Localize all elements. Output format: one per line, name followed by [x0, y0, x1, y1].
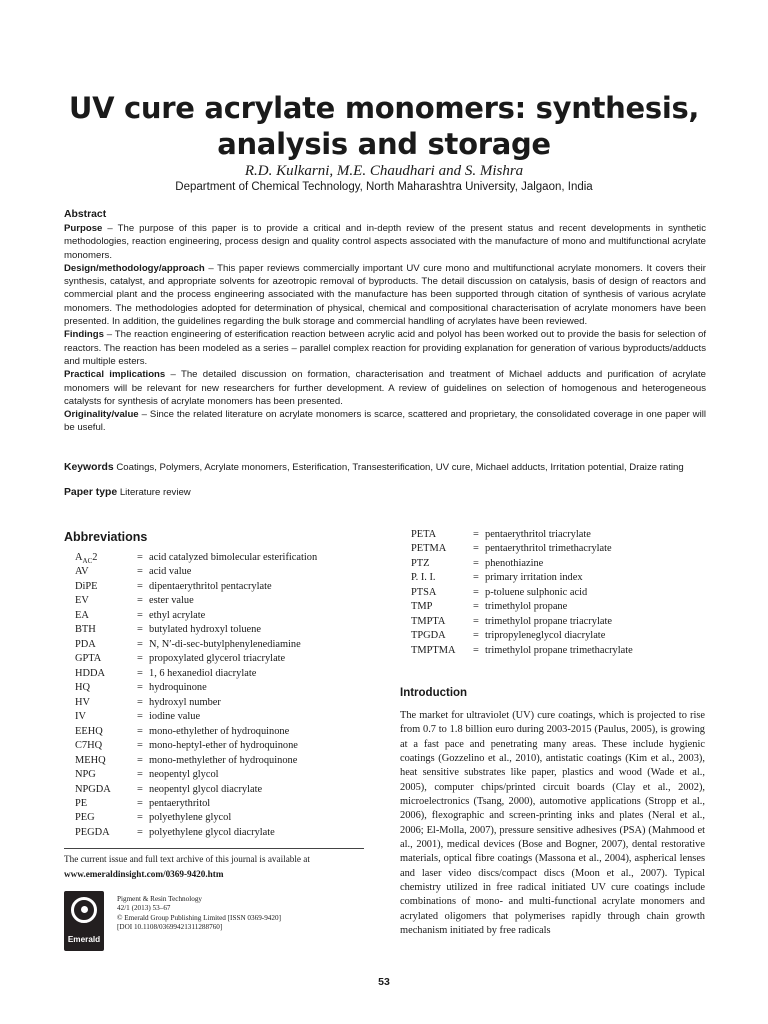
equals-sign: = — [137, 595, 143, 607]
abbreviation-definition: primary irritation index — [485, 572, 583, 584]
publication-info-line: 42/1 (2013) 53–67 — [117, 904, 171, 913]
abbreviation-row — [411, 629, 731, 643]
abstract-findings — [64, 328, 706, 368]
abbreviation-term: PEGDA — [75, 826, 110, 838]
abbreviation-term: HV — [75, 696, 91, 708]
abbreviation-term: DiPE — [75, 580, 98, 592]
publication-info-line: © Emerald Group Publishing Limited [ISSN 0369-9420] — [117, 913, 281, 922]
equals-sign: = — [137, 580, 143, 592]
findings-label: Findings — [64, 329, 104, 341]
abbreviation-definition: hydroquinone — [149, 682, 207, 694]
abstract-heading: Abstract — [64, 209, 107, 220]
abbreviation-row — [411, 615, 731, 629]
abbreviation-row — [75, 565, 375, 579]
abbreviation-definition: ester value — [149, 595, 194, 607]
originality-text: – Since the related literature on acrylate monomers is scarce, scattered and proprietary, the consolidated coverage in one paper will be useful. — [64, 409, 706, 434]
emerald-logo — [64, 891, 104, 951]
abbreviation-definition: phenothiazine — [485, 557, 544, 569]
abbreviation-term: PETA — [411, 529, 437, 540]
introduction-text: The market for ultraviolet (UV) cure coatings, which is projected to rise from 0.7 to 1.8 billion euro during 2003-2015 (Paulus, 2005), is growing at a fast pace and penetrating many areas. These include hygienic coatings (Gozzelino et al., 2010), antistatic coatings (Kim et al., 2003), heat sensitive substrates like paper, plastics and wood (Wade et al., 2005), computer chips/printed circuit boards (Clay et al., 2002), microelectronics (Tsang, 2000), automotive applications (Stropp et al., 2006), flexographic and screen-printing inks and plates (Neral et al., 2006; El-Molla, 2007), pressure sensitive adhesives (PSA) (Mahmood et al., 2001), medical devices (Bose and Bogner, 2007), dental restorative materials, optical fibre coatings (Massona et al., 2004), aspherical lenses and laser video discs/compact discs (Moon et al., 2007). Typical chemistry utilized in free radical initiated UV cure coatings include combinations of mono- and multi-functional acrylate monomers and acrylated oligomers that polymerises rapidly through chain growth mechanism initiated by free radicals — [400, 710, 705, 937]
abbreviation-row — [75, 754, 375, 768]
abbreviation-row — [75, 638, 375, 652]
abbreviation-term: TPGDA — [411, 630, 446, 642]
abbreviation-term: PEG — [75, 812, 95, 824]
publication-info-line: Pigment & Resin Technology — [117, 895, 203, 903]
equals-sign: = — [473, 529, 479, 540]
abbreviation-row — [411, 542, 731, 556]
abbreviation-row — [75, 594, 375, 608]
abbreviation-definition: pentaerythritol trimethacrylate — [485, 543, 612, 555]
abbreviation-term: PTSA — [411, 586, 437, 598]
abbreviation-definition: trimethylol propane — [485, 601, 568, 613]
equals-sign: = — [137, 566, 143, 578]
purpose-label: Purpose — [64, 223, 103, 234]
keywords-text: Coatings, Polymers, Acrylate monomers, Esterification, Transesterification, UV cure, Michael adducts, Irritation potential, Draize rating — [116, 462, 684, 473]
equals-sign: = — [137, 667, 143, 679]
equals-sign: = — [137, 812, 143, 824]
abbreviation-row — [75, 609, 375, 623]
abbreviations-list-right — [411, 528, 731, 658]
abbreviation-row — [75, 739, 375, 753]
abbreviation-term: AV — [75, 566, 89, 578]
publication-info — [117, 895, 357, 933]
abbreviation-row — [75, 551, 375, 565]
abbreviation-row — [411, 528, 731, 542]
equals-sign: = — [137, 797, 143, 809]
practical-text: – The detailed discussion on formation, characterisation and treatment of Michael adducts and purification of acrylate monomers will be relevant for new researchers for further development. A review of guidelines on selection of homogenous and heterogeneous catalysts for synthesis of acrylate monomers has been presented. — [64, 369, 707, 407]
abbreviation-term: TMPTMA — [411, 644, 456, 656]
abbreviation-row — [411, 557, 731, 571]
abbreviation-term: C7HQ — [75, 740, 103, 752]
abbreviation-definition: acid value — [149, 566, 192, 578]
abbreviation-row — [75, 783, 375, 797]
equals-sign: = — [137, 769, 143, 781]
page-number: 53 — [378, 976, 390, 988]
abbreviation-term: PETMA — [411, 543, 447, 555]
equals-sign: = — [137, 638, 143, 650]
abbreviation-row — [75, 797, 375, 811]
abbreviation-definition: hydroxyl number — [149, 696, 221, 708]
equals-sign: = — [137, 552, 143, 563]
equals-sign: = — [473, 586, 479, 598]
abbreviation-term: P. I. I. — [411, 572, 436, 584]
abbreviation-definition: mono-methylether of hydroquinone — [149, 754, 298, 766]
equals-sign: = — [137, 725, 143, 737]
design-text: – This paper reviews commercially important UV cure mono and multifunctional acrylate monomers. It covers their synthesis, catalyst, and appropriate solvents for azeotropic removal of byproducts. The detail discussion on catalysis, basis of design of reactors and commercial plant and the process engineering associated with the manufacture has been supported through citation of synthesis of various acrylate monomers. The methodologies adopted for determination of physical, chemical and compositional characterisation of acrylate monomers have been presented. In addition, the guidelines regarding the bulk storage and commercial handling of acrylates have been reviewed. — [64, 262, 706, 328]
abbreviations-list-left — [75, 551, 375, 840]
abbreviation-definition: polyethylene glycol — [149, 812, 232, 824]
equals-sign: = — [473, 557, 479, 569]
affiliation: Department of Chemical Technology, North Maharashtra University, Jalgaon, India — [175, 181, 593, 193]
abbreviation-term: MEHQ — [75, 754, 106, 766]
abbreviation-term: EEHQ — [75, 725, 103, 737]
abbreviation-row — [75, 580, 375, 594]
abbreviation-definition: tripropyleneglycol diacrylate — [485, 630, 606, 642]
equals-sign: = — [473, 572, 479, 584]
abbreviation-definition: acid catalyzed bimolecular esterification — [149, 552, 318, 563]
abbreviation-definition: mono-heptyl-ether of hydroquinone — [149, 740, 298, 752]
abbreviation-term: PDA — [75, 638, 96, 650]
abbreviation-term: HDDA — [75, 667, 106, 679]
abbreviation-row — [411, 571, 731, 585]
abbreviation-definition: p-toluene sulphonic acid — [485, 586, 588, 598]
authors: R.D. Kulkarni, M.E. Chaudhari and S. Mishra — [244, 163, 524, 179]
abbreviation-definition: pentaerythritol — [149, 797, 211, 809]
abbreviation-term: PE — [75, 797, 88, 809]
abstract — [64, 208, 706, 435]
journal-url-link[interactable]: www.emeraldinsight.com/0369-9420.htm — [64, 869, 224, 879]
emerald-logo-text: Emerald — [67, 935, 101, 944]
equals-sign: = — [473, 601, 479, 613]
footnote-divider — [64, 848, 364, 849]
equals-sign: = — [137, 624, 143, 636]
abbreviation-term: EA — [75, 609, 89, 621]
abbreviation-definition: iodine value — [149, 711, 201, 723]
abbreviation-row — [75, 652, 375, 666]
abbreviation-definition: mono-ethylether of hydroquinone — [149, 725, 290, 737]
emerald-logo-icon — [71, 897, 97, 923]
abbreviation-definition: dipentaerythritol pentacrylate — [149, 580, 272, 592]
abbreviation-row — [75, 811, 375, 825]
abbreviation-row — [75, 710, 375, 724]
abbreviation-definition: trimethylol propane triacrylate — [485, 615, 612, 627]
journal-note: The current issue and full text archive of this journal is available at — [64, 854, 310, 864]
abbreviation-definition: butylated hydroxyl toluene — [149, 624, 261, 636]
abstract-design — [64, 262, 706, 328]
abbreviation-term: NPG — [75, 769, 96, 781]
abbreviation-definition: trimethylol propane trimethacrylate — [485, 644, 633, 656]
abstract-originality — [64, 408, 706, 435]
abbreviation-term: GPTA — [75, 653, 102, 665]
equals-sign: = — [137, 740, 143, 752]
introduction-heading: Introduction — [400, 687, 468, 699]
abbreviation-definition: pentaerythritol triacrylate — [485, 529, 591, 540]
equals-sign: = — [137, 653, 143, 665]
equals-sign: = — [137, 682, 143, 694]
equals-sign: = — [473, 543, 479, 555]
abbreviation-row — [75, 696, 375, 710]
abbreviation-definition: 1, 6 hexanediol diacrylate — [149, 667, 257, 679]
abbreviation-row — [75, 725, 375, 739]
equals-sign: = — [137, 609, 143, 621]
keywords-label: Keywords — [64, 462, 114, 473]
abbreviation-term: IV — [75, 711, 86, 723]
abbreviation-definition: N, N′-di-sec-butylphenylenediamine — [149, 638, 301, 650]
abstract-practical — [64, 368, 706, 408]
abbreviation-row — [411, 600, 731, 614]
equals-sign: = — [137, 783, 143, 795]
abstract-purpose — [64, 222, 706, 262]
abbreviation-row — [411, 586, 731, 600]
paper-type — [64, 486, 191, 499]
design-label: Design/methodology/approach — [64, 262, 205, 274]
findings-text: – The reaction engineering of esterification reaction between acrylic acid and polyol has been worked out to provide the basis for selection of reactors. The reaction has been modeled as a series – parallel complex reaction for providing explanation for generation of various byproducts/adducts and multiple esters. — [64, 329, 706, 367]
abbreviation-definition: neopentyl glycol diacrylate — [149, 783, 263, 795]
practical-label: Practical implications — [64, 369, 166, 381]
abbreviation-row — [411, 644, 731, 658]
equals-sign: = — [137, 696, 143, 708]
abbreviation-term: $A_{AC}2$ — [75, 552, 98, 566]
equals-sign: = — [473, 615, 479, 627]
abbreviation-row — [75, 681, 375, 695]
paper-type-text: Literature review — [119, 487, 191, 498]
abbreviation-definition: propoxylated glycerol triacrylate — [149, 653, 286, 665]
title-line-2: analysis and storage — [217, 127, 551, 161]
abbreviation-term: TMPTA — [411, 615, 446, 627]
abbreviation-row — [75, 768, 375, 782]
abbreviation-definition: neopentyl glycol — [149, 769, 219, 781]
keywords — [64, 461, 724, 474]
paper-title — [0, 90, 768, 162]
abbreviation-term: BTH — [75, 624, 96, 636]
abbreviation-row — [75, 667, 375, 681]
publication-info-line: [DOI 10.1108/03699421311288760] — [117, 923, 223, 932]
equals-sign: = — [473, 644, 479, 656]
abbreviation-term: TMP — [411, 601, 433, 613]
equals-sign: = — [137, 711, 143, 723]
paper-type-label: Paper type — [64, 487, 118, 498]
abbreviation-row — [75, 826, 375, 840]
abbreviation-definition: ethyl acrylate — [149, 609, 206, 621]
abbreviation-term: EV — [75, 595, 89, 607]
abbreviation-term: HQ — [75, 682, 91, 694]
abbreviation-definition: polyethylene glycol diacrylate — [149, 826, 275, 838]
equals-sign: = — [137, 826, 143, 838]
abbreviation-term: PTZ — [411, 557, 430, 569]
equals-sign: = — [137, 754, 143, 766]
title-line-1: UV cure acrylate monomers: synthesis, — [68, 91, 700, 125]
abbreviation-row — [75, 623, 375, 637]
abbreviations-heading: Abbreviations — [64, 530, 148, 544]
abbreviation-term: NPGDA — [75, 783, 111, 795]
purpose-text: – The purpose of this paper is to provide a critical and in-depth review of the present status and recent developments in synthetic methodologies, reaction engineering, process design and quality control aspects associated with the manufacture of mono and multifunctional acrylate monomers. — [64, 223, 706, 261]
originality-label: Originality/value — [64, 409, 139, 421]
equals-sign: = — [473, 630, 479, 642]
